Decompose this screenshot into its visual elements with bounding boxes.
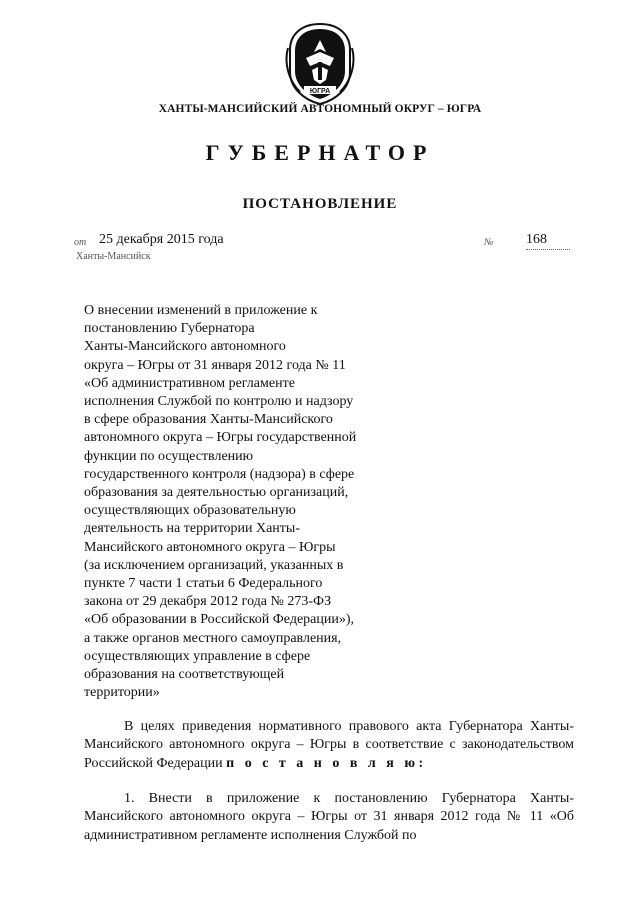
subject-line: образования на соответствующей <box>84 667 285 683</box>
document-subject <box>84 302 384 702</box>
region-name: ХАНТЫ-МАНСИЙСКИЙ АВТОНОМНЫЙ ОКРУГ – ЮГРА <box>158 103 482 115</box>
document-date: 25 декабря 2015 года <box>99 232 224 247</box>
clause-1-paragraph <box>84 790 574 845</box>
subject-line: исполнения Службой по контролю и надзору <box>84 394 354 410</box>
subject-line: территории» <box>84 685 160 701</box>
number-prefix: № <box>484 237 494 248</box>
subject-line: «Об административном регламенте <box>84 375 295 391</box>
subject-line: государственного контроля (надзора) в сфере <box>84 466 355 482</box>
subject-line: функции по осуществлению <box>84 448 254 464</box>
subject-line: автономного округа – Югры государственной <box>84 430 357 446</box>
subject-line: а также органов местного самоуправления, <box>84 630 342 646</box>
subject-line: в сфере образования Ханты-Мансийского <box>84 412 333 428</box>
subject-line: (за исключением организаций, указанных в <box>84 557 344 573</box>
date-prefix: от <box>74 237 87 248</box>
emblem-label: ЮГРА <box>309 88 331 95</box>
document-type: ПОСТАНОВЛЕНИЕ <box>242 196 398 212</box>
subject-line: постановлению Губернатора <box>84 321 255 337</box>
subject-line: Мансийского автономного округа – Югры <box>84 539 336 555</box>
subject-line: Ханты-Мансийского автономного <box>84 339 286 355</box>
page-title: ГУБЕРНАТОР <box>205 140 435 165</box>
preamble-paragraph <box>84 718 574 773</box>
subject-line: пункте 7 части 1 статьи 6 Федерального <box>84 576 323 592</box>
resolve-word: п о с т а н о в л я ю: <box>226 755 427 771</box>
subject-line: образования за деятельностью организаций, <box>84 485 349 501</box>
subject-line: О внесении изменений в приложение к <box>84 303 318 318</box>
preamble-text: В целях приведения нормативного правового акта Губернатора Ханты-Мансийского автономного округа – Югры в соответствие с законодательством Российской Федерации <box>84 719 574 771</box>
document-city: Ханты-Мансийск <box>76 251 151 262</box>
subject-line: осуществляющих управление в сфере <box>84 648 311 664</box>
number-underline <box>526 249 570 250</box>
subject-line: деятельность на территории Ханты- <box>84 521 300 537</box>
subject-line: закона от 29 декабря 2012 года № 273-ФЗ <box>84 594 332 610</box>
subject-line: осуществляющих образовательную <box>84 503 296 519</box>
document-number: 168 <box>526 232 547 247</box>
clause-1-text: 1. Внести в приложение к постановлению Губернатора Ханты-Мансийского автономного округа – Югры от 31 января 2012 года № 11 «Об административном регламенте исполнения Службой по <box>84 791 574 843</box>
subject-line: округа – Югры от 31 января 2012 года № 11 <box>84 357 346 373</box>
subject-line: «Об образовании в Российской Федерации»), <box>84 612 355 628</box>
coat-of-arms-emblem <box>282 22 358 106</box>
